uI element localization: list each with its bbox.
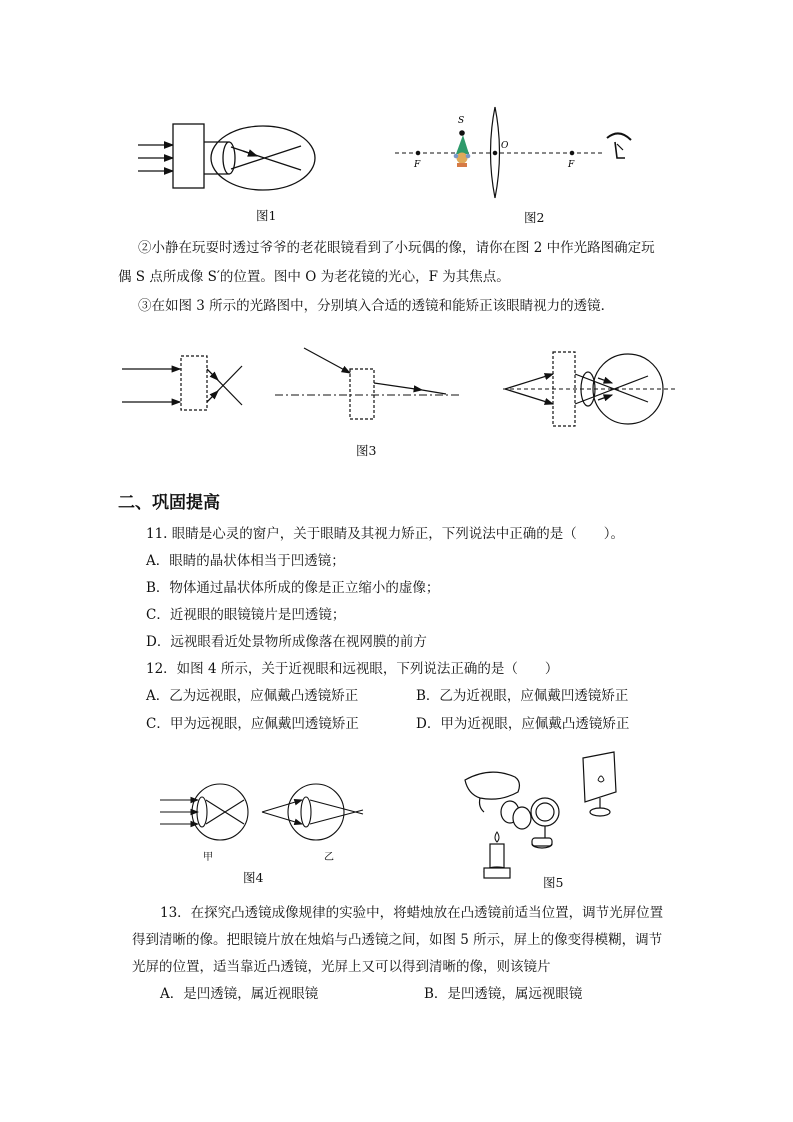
question-11-option-b: B．物体通过晶状体所成的像是正立缩小的虚像；: [146, 580, 440, 596]
question-13-line-2: 得到清晰的像。把眼镜片放在烛焰与凸透镜之间，如图 5 所示，屏上的像变得模糊，调节: [132, 932, 663, 948]
figure-4-diagram: [158, 780, 368, 865]
figure-2-diagram: [393, 104, 648, 178]
question-12-option-a: A．乙为远视眼，应佩戴凸透镜矫正: [146, 688, 359, 704]
question-11-stem: 11. 眼睛是心灵的窗户，关于眼睛及其视力矫正，下列说法中正确的是（ ）。: [146, 526, 625, 542]
question-12-option-c: C．甲为远视眼，应佩戴凹透镜矫正: [146, 716, 359, 732]
question-2-line-2: 偶 S 点所成像 S′的位置。图中 O 为老花镜的光心，F 为其焦点。: [118, 269, 510, 285]
question-13-option-a: A．是凹透镜，属近视眼镜: [160, 986, 319, 1002]
question-12-option-d: D．甲为近视眼，应佩戴凸透镜矫正: [416, 716, 630, 732]
question-12-stem: 12．如图 4 所示，关于近视眼和远视眼，下列说法正确的是（ ）: [146, 661, 559, 677]
fig2-label-f-left: F: [414, 160, 421, 170]
figure-3-diagram-c: [500, 350, 680, 428]
question-2-line-1: ②小静在玩耍时透过爷爷的老花眼镜看到了小玩偶的像，请你在图 2 中作光路图确定玩: [138, 240, 655, 256]
question-12-option-b: B．乙为近视眼，应佩戴凹透镜矫正: [416, 688, 629, 704]
fig2-label-s: S: [458, 116, 465, 126]
figure-2-caption: 图2: [524, 210, 545, 225]
question-13-option-b: B．是凹透镜，属远视眼镜: [424, 986, 583, 1002]
figure-5-caption: 图5: [543, 875, 564, 890]
question-13-line-1: 13．在探究凸透镜成像规律的实验中，将蜡烛放在凸透镜前适当位置，调节光屏位置: [160, 905, 664, 921]
question-11-option-a: A．眼睛的晶状体相当于凹透镜；: [146, 553, 345, 569]
figure-1-diagram: [135, 118, 325, 194]
figure-3-diagram-a: [118, 350, 248, 415]
figure-3-caption: 图3: [356, 443, 377, 458]
fig4-label-yi: 乙: [324, 852, 334, 863]
question-11-option-c: C．近视眼的眼镜镜片是凹透镜；: [146, 607, 346, 623]
figure-4-caption: 图4: [243, 870, 264, 885]
question-11-option-d: D．远视眼看近处景物所成像落在视网膜的前方: [146, 634, 427, 650]
figure-1-caption: 图1: [256, 208, 277, 223]
section-heading: 二、巩固提高: [118, 493, 220, 513]
fig2-label-f-right: F: [568, 160, 575, 170]
hand-icon: [465, 772, 519, 799]
figure-3-diagram-b: [272, 345, 467, 420]
figure-5-diagram: [460, 752, 632, 882]
fig4-label-jia: 甲: [203, 852, 213, 863]
question-3-line: ③在如图 3 所示的光路图中，分别填入合适的透镜和能矫正该眼睛视力的透镜．: [138, 298, 615, 314]
fig2-label-o: O: [501, 141, 509, 151]
toy-figure-icon: [454, 130, 471, 167]
question-13-line-3: 光屏的位置，适当靠近凸透镜，光屏上又可以得到清晰的像，则该镜片: [132, 959, 551, 975]
